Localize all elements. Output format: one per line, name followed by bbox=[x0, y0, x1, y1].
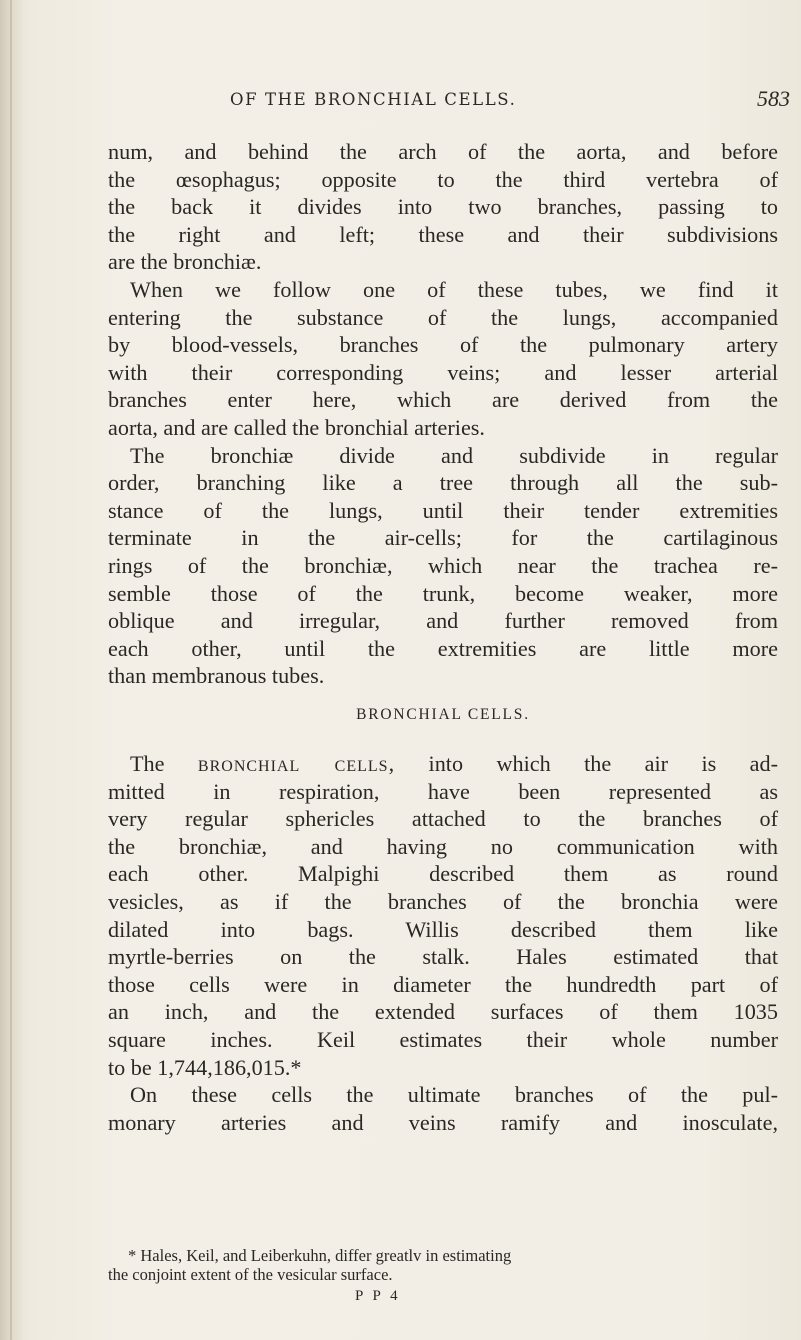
text-line: dilated into bags. Willis described them like bbox=[108, 916, 778, 942]
text-line: semble those of the trunk, become weaker, more bbox=[108, 580, 778, 606]
text-line: the back it divides into two branches, passing to bbox=[108, 194, 778, 220]
text-line: The bronchiæ divide and subdivide in regular bbox=[130, 442, 778, 468]
footnote-line: * Hales, Keil, and Leiberkuhn, differ greatlv in estimating bbox=[128, 1246, 512, 1265]
text-line: monary arteries and veins ramify and inosculate, bbox=[108, 1109, 778, 1135]
text-line: those cells were in diameter the hundredth part of bbox=[108, 971, 778, 997]
text-line: an inch, and the extended surfaces of them 1035 bbox=[108, 999, 778, 1025]
text-line: to be 1,744,186,015.* bbox=[108, 1054, 302, 1080]
running-head-title: OF THE BRONCHIAL CELLS. bbox=[230, 90, 517, 109]
term-smallcaps: bronchial cells, bbox=[197, 751, 396, 776]
body-text-upper bbox=[108, 138, 778, 690]
lead-word: The bbox=[130, 751, 165, 776]
footnote-line: the conjoint extent of the vesicular surface. bbox=[108, 1265, 393, 1284]
text-line: branches enter here, which are derived from the bbox=[108, 387, 778, 413]
lead-rest: into which the air is ad- bbox=[428, 751, 779, 776]
running-head bbox=[100, 86, 790, 120]
body-text-lower bbox=[108, 750, 778, 1136]
text-line: terminate in the air-cells; for the cartilaginous bbox=[108, 525, 778, 551]
text-line: than membranous tubes. bbox=[108, 663, 325, 689]
text-line: aorta, and are called the bronchial arteries. bbox=[108, 414, 485, 440]
text-line: entering the substance of the lungs, accompanied bbox=[108, 304, 778, 330]
text-line: are the bronchiæ. bbox=[108, 249, 262, 275]
text-line: myrtle-berries on the stalk. Hales estimated that bbox=[108, 944, 778, 970]
text-line: the bronchiæ, and having no communication with bbox=[108, 833, 778, 859]
text-line: square inches. Keil estimates their whole number bbox=[108, 1026, 778, 1052]
text-line: stance of the lungs, until their tender extremities bbox=[108, 497, 778, 523]
signature-mark: P P 4 bbox=[355, 1288, 401, 1304]
page-number: 583 bbox=[757, 86, 790, 111]
text-line: num, and behind the arch of the aorta, and before bbox=[108, 139, 778, 164]
text-line: each other. Malpighi described them as round bbox=[108, 861, 778, 887]
text-line: mitted in respiration, have been represented as bbox=[108, 778, 778, 804]
text-line: by blood-vessels, branches of the pulmonary artery bbox=[108, 332, 778, 358]
text-line-lead bbox=[108, 750, 778, 778]
text-line: vesicles, as if the branches of the bronchia were bbox=[108, 888, 778, 914]
text-line: On these cells the ultimate branches of the pul- bbox=[130, 1082, 778, 1108]
text-line: oblique and irregular, and further removed from bbox=[108, 608, 778, 634]
footnote bbox=[108, 1246, 778, 1284]
text-line: very regular sphericles attached to the branches of bbox=[108, 806, 778, 832]
text-line: each other, until the extremities are little more bbox=[108, 635, 778, 661]
text-line: the right and left; these and their subdivisions bbox=[108, 221, 778, 247]
binding-shadow-line bbox=[10, 0, 12, 1340]
text-line: order, branching like a tree through all the sub- bbox=[108, 470, 778, 496]
section-heading: BRONCHIAL CELLS. bbox=[356, 706, 530, 723]
text-line: When we follow one of these tubes, we find it bbox=[130, 276, 778, 302]
text-line: rings of the bronchiæ, which near the trachea re- bbox=[108, 552, 778, 578]
text-line: the œsophagus; opposite to the third vertebra of bbox=[108, 166, 778, 192]
text-line: with their corresponding veins; and lesser arterial bbox=[108, 359, 778, 385]
